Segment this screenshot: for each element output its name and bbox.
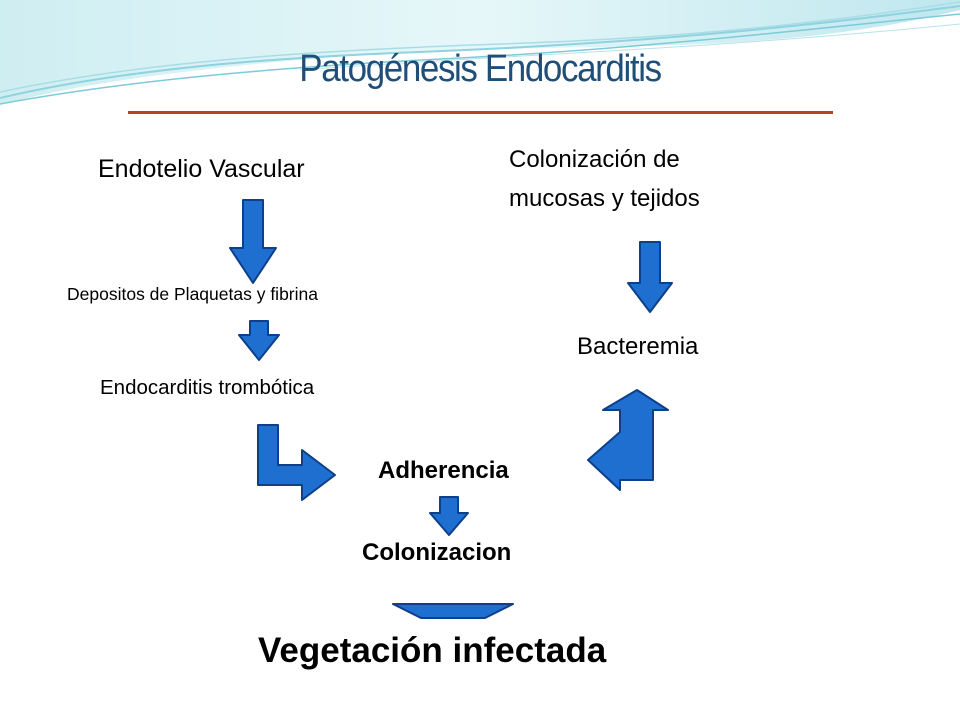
label-depositos-plaquetas: Depositos de Plaquetas y fibrina <box>67 284 318 304</box>
label-adherencia: Adherencia <box>378 457 509 484</box>
label-endocarditis-trombotica: Endocarditis trombótica <box>100 376 315 399</box>
down-arrow-icon <box>430 497 468 535</box>
down-arrow-icon <box>230 200 276 283</box>
label-colonizacion: Colonizacion <box>362 539 512 566</box>
label-bacteremia: Bacteremia <box>577 333 699 360</box>
wide-down-arrow-icon <box>393 604 513 618</box>
label-vegetacion-infectada: Vegetación infectada <box>258 631 607 670</box>
down-arrow-icon <box>239 321 279 360</box>
down-arrow-icon <box>628 242 672 312</box>
label-colonizacion-mucosas-line2: mucosas y tejidos <box>509 185 700 212</box>
slide-title: Patogénesis Endocarditis <box>299 48 661 90</box>
label-colonizacion-mucosas-line1: Colonización de <box>509 146 680 173</box>
bent-arrow-right-icon <box>258 425 335 500</box>
bent-arrow-up-icon <box>588 390 668 490</box>
label-endotelio-vascular: Endotelio Vascular <box>98 155 305 183</box>
